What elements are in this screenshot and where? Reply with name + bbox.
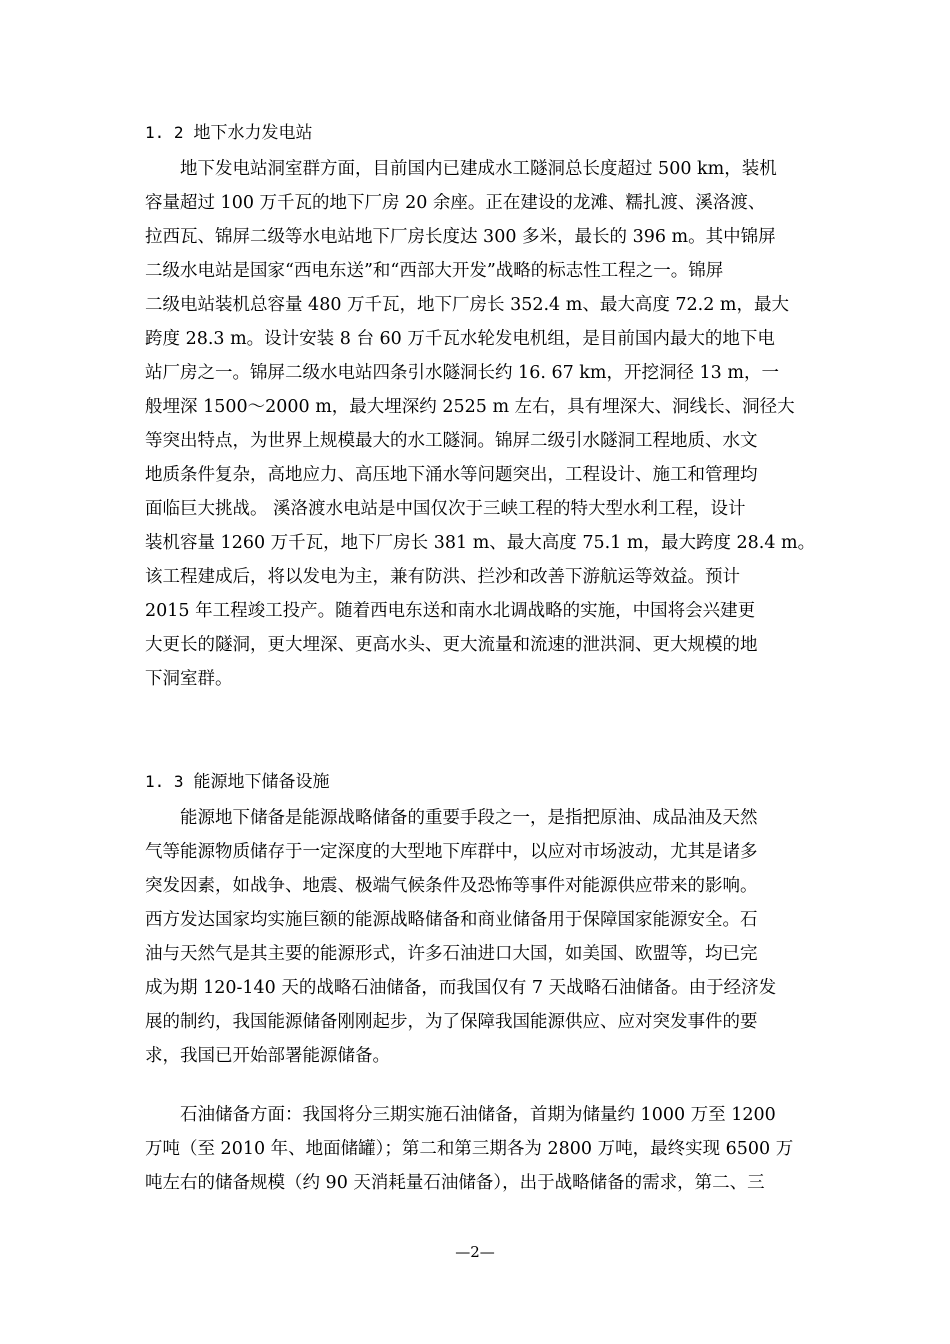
- text-line: 石油储备方面：我国将分三期实施石油储备，首期为储量约 1000 万至 1200: [145, 1105, 776, 1125]
- text-line: 万吨（至 2010 年、地面储罐）；第二和第三期各为 2800 万吨，最终实现 6500 万: [145, 1139, 794, 1159]
- text-line: 求，我国已开始部署能源储备。: [145, 1046, 390, 1066]
- text-line: 站厂房之一。锦屏二级水电站四条引水隧洞长约 16. 67 km，开挖洞径 13 m，一: [145, 363, 779, 383]
- text-line: 突发因素，如战争、地震、极端气候条件及恐怖等事件对能源供应带来的影响。: [145, 876, 758, 896]
- text-line: 面临巨大挑战。 溪洛渡水电站是中国仅次于三峡工程的特大型水利工程，设计: [145, 499, 746, 519]
- section-number: 1. 2: [145, 123, 184, 142]
- page-number: —2—: [455, 1243, 495, 1261]
- text-line: 跨度 28.3 m。设计安装 8 台 60 万千瓦水轮发电机组，是目前国内最大的地下电: [145, 329, 775, 349]
- text-line: 展的制约，我国能源储备刚刚起步，为了保障我国能源供应、应对突发事件的要: [145, 1012, 758, 1032]
- text-line: 二级水电站是国家“西电东送”和“西部大开发”战略的标志性工程之一。锦屏: [145, 261, 724, 281]
- section-heading-1-2: [145, 121, 313, 145]
- text-line: 气等能源物质储存于一定深度的大型地下库群中，以应对市场波动，尤其是诸多: [145, 842, 758, 862]
- paragraph-energy-storage: [145, 801, 815, 1073]
- paragraph-oil-reserve: [145, 1098, 815, 1200]
- text-line: 西方发达国家均实施巨额的能源战略储备和商业储备用于保障国家能源安全。石: [145, 910, 758, 930]
- text-line: 装机容量 1260 万千瓦，地下厂房长 381 m、最大高度 75.1 m，最大跨度 28.4 m。: [145, 533, 816, 553]
- text-line: 成为期 120-140 天的战略石油储备，而我国仅有 7 天战略石油储备。由于经济发: [145, 978, 777, 998]
- text-line: 容量超过 100 万千瓦的地下厂房 20 余座。正在建设的龙滩、糯扎渡、溪洛渡、: [145, 193, 766, 213]
- text-line: 地质条件复杂，高地应力、高压地下涌水等问题突出，工程设计、施工和管理均: [145, 465, 758, 485]
- text-line: 地下发电站洞室群方面，目前国内已建成水工隧洞总长度超过 500 km，装机: [145, 159, 777, 179]
- text-line: 2015 年工程竣工投产。随着西电东送和南水北调战略的实施，中国将会兴建更: [145, 601, 756, 621]
- text-line: 吨左右的储备规模（约 90 天消耗量石油储备），出于战略储备的需求，第二、三: [145, 1173, 765, 1193]
- text-line: 等突出特点，为世界上规模最大的水工隧洞。锦屏二级引水隧洞工程地质、水文: [145, 431, 758, 451]
- text-line: 拉西瓦、锦屏二级等水电站地下厂房长度达 300 多米，最长的 396 m。其中锦屏: [145, 227, 776, 247]
- text-line: 油与天然气是其主要的能源形式，许多石油进口大国，如美国、欧盟等，均已完: [145, 944, 758, 964]
- text-line: 能源地下储备是能源战略储备的重要手段之一，是指把原油、成品油及天然: [145, 808, 758, 828]
- text-line: 般埋深 1500～2000 m，最大埋深约 2525 m 左右，具有埋深大、洞线长、洞径大: [145, 397, 795, 417]
- paragraph-underground-hydropower: [145, 152, 815, 696]
- section-title: 能源地下储备设施: [193, 772, 330, 792]
- text-line: 下洞室群。: [145, 669, 233, 689]
- section-title: 地下水力发电站: [193, 123, 313, 143]
- section-heading-1-3: [145, 770, 330, 794]
- text-line: 该工程建成后，将以发电为主，兼有防洪、拦沙和改善下游航运等效益。预计: [145, 567, 740, 587]
- section-number: 1. 3: [145, 772, 184, 791]
- text-line: 二级电站装机总容量 480 万千瓦，地下厂房长 352.4 m、最大高度 72.2 m，最大: [145, 295, 790, 315]
- text-line: 大更长的隧洞，更大埋深、更高水头、更大流量和流速的泄洪洞、更大规模的地: [145, 635, 758, 655]
